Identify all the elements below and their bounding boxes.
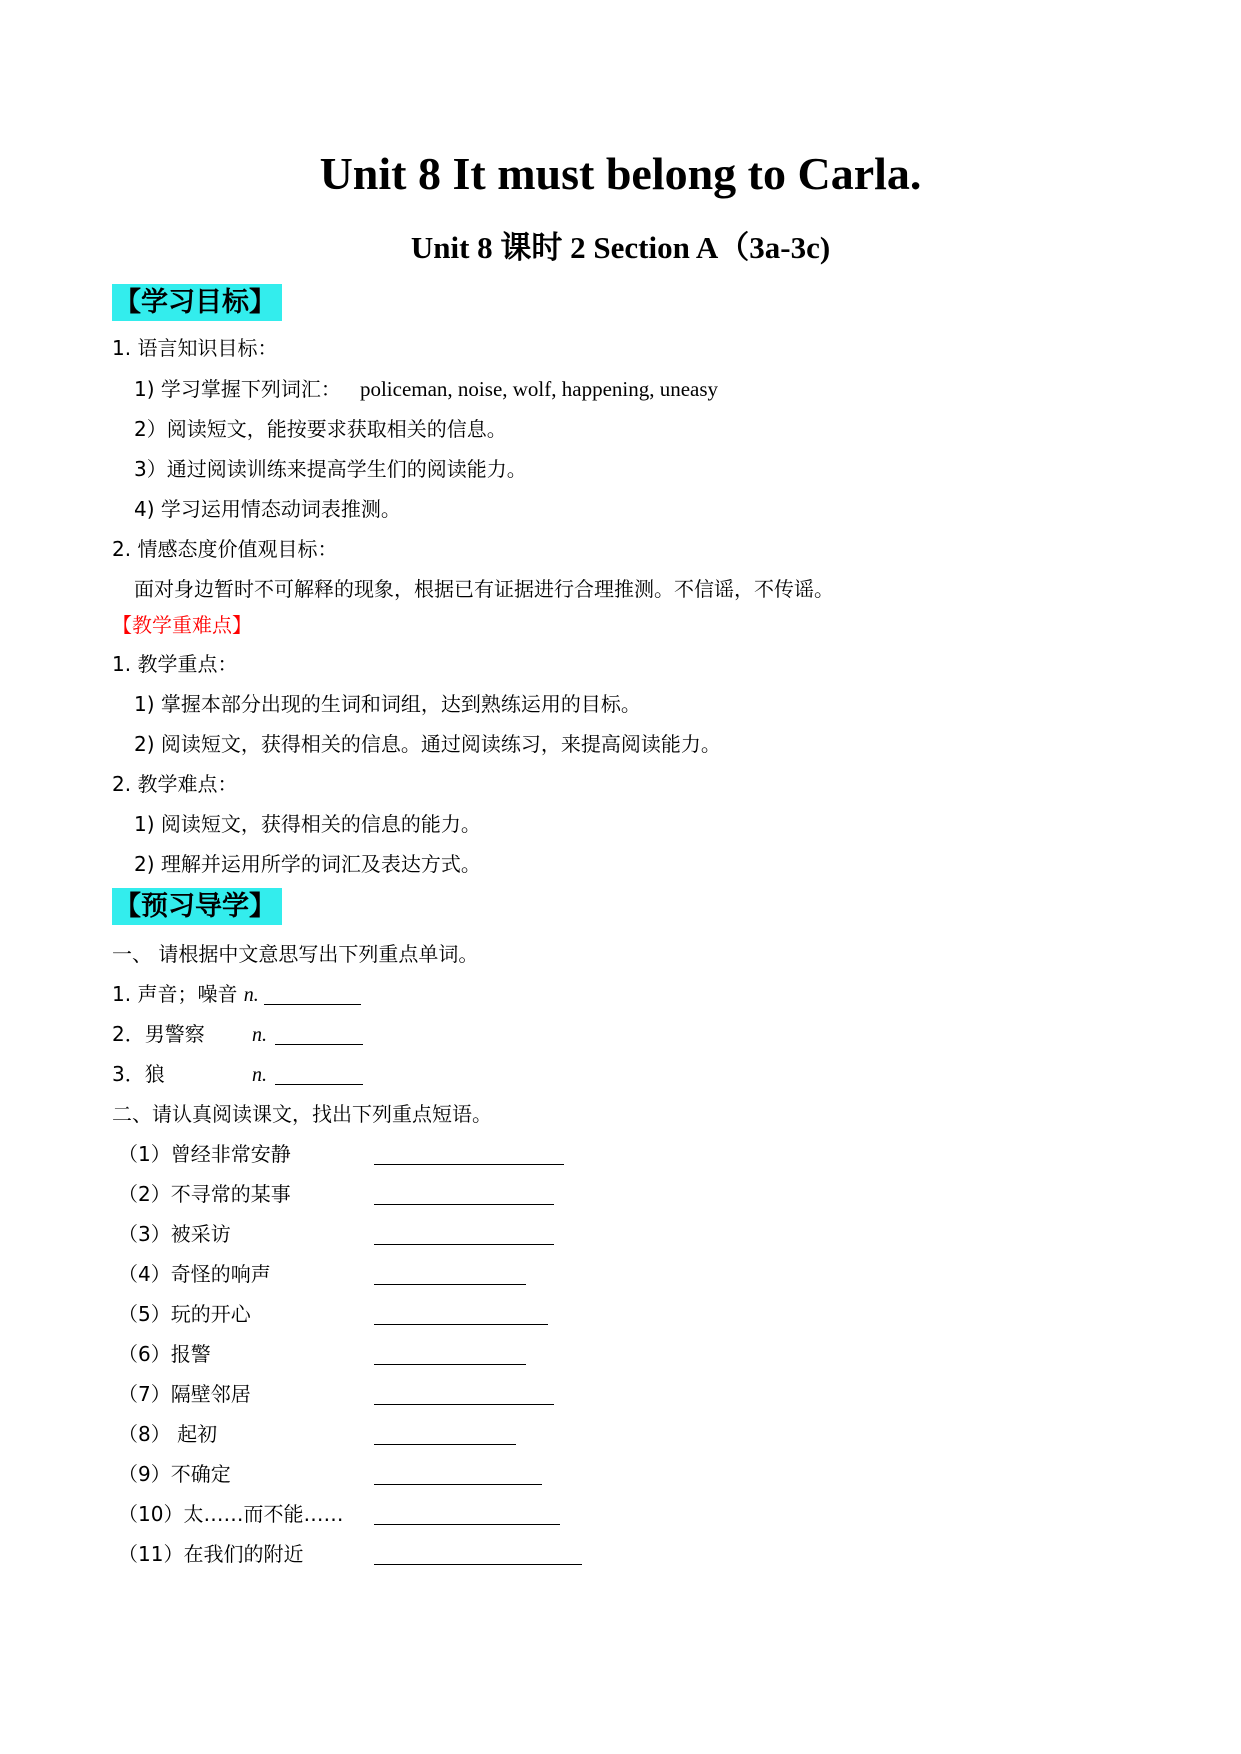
phrase-item: （7）隔壁邻居: [118, 1382, 251, 1406]
word-exercise-item: [112, 1020, 205, 1048]
phrase-item: （4）奇怪的响声: [118, 1262, 271, 1286]
phrase-item: （10）太……而不能……: [118, 1502, 344, 1526]
phrase-answer-blank[interactable]: [374, 1324, 548, 1325]
phrase-item: （5）玩的开心: [118, 1302, 251, 1326]
language-goal-item: 3）通过阅读训练来提高学生们的阅读能力。: [134, 457, 527, 481]
vocabulary-list: policeman, noise, wolf, happening, uneasy: [359, 377, 719, 401]
emotion-goals-title: 2. 情感态度价值观目标：: [112, 537, 338, 561]
word-meaning: 2．男警察: [112, 1022, 205, 1046]
page-title: Unit 8 It must belong to Carla.: [319, 148, 922, 199]
phrase-item: （11）在我们的附近: [118, 1542, 304, 1566]
language-goal-label: 1) 学习掌握下列词汇：: [134, 377, 341, 401]
word-answer-blank[interactable]: [264, 1004, 361, 1005]
phrase-answer-blank[interactable]: [374, 1564, 582, 1565]
word-exercise-item: [112, 980, 259, 1009]
key-difficult-points-heading: 【教学重难点】: [112, 613, 252, 637]
phrase-item: （6）报警: [118, 1342, 211, 1366]
teaching-difficulty-item: 1) 阅读短文，获得相关的信息的能力。: [134, 812, 481, 836]
emotion-goals-text: 面对身边暂时不可解释的现象，根据已有证据进行合理推测。不信谣，不传谣。: [134, 577, 834, 601]
word-exercise-instruction: 一、 请根据中文意思写出下列重点单词。: [112, 942, 479, 966]
language-goal-item: [134, 375, 718, 403]
phrase-item: （2）不寻常的某事: [118, 1182, 291, 1206]
language-goal-item: 2）阅读短文，能按要求获取相关的信息。: [134, 417, 507, 441]
word-exercise-item: [112, 1060, 165, 1088]
word-answer-blank[interactable]: [275, 1044, 363, 1045]
phrase-answer-blank[interactable]: [374, 1244, 554, 1245]
teaching-focus-item: 2) 阅读短文，获得相关的信息。通过阅读练习，来提高阅读能力。: [134, 732, 721, 756]
phrase-answer-blank[interactable]: [374, 1484, 542, 1485]
phrase-answer-blank[interactable]: [374, 1164, 564, 1165]
teaching-focus-title: 1. 教学重点：: [112, 652, 238, 676]
part-of-speech: n.: [252, 1064, 267, 1086]
phrase-item: （8） 起初: [118, 1422, 218, 1446]
phrase-item: （1）曾经非常安静: [118, 1142, 291, 1166]
preview-guide-heading: 【预习导学】: [112, 888, 282, 925]
phrase-exercise-instruction: 二、请认真阅读课文，找出下列重点短语。: [112, 1102, 492, 1126]
part-of-speech: n.: [252, 1024, 267, 1046]
word-meaning: 3．狼: [112, 1062, 165, 1086]
word-meaning: 1. 声音；噪音: [112, 982, 244, 1006]
language-goal-item: 4) 学习运用情态动词表推测。: [134, 497, 401, 521]
page-subtitle: Unit 8 课时 2 Section A（3a-3c): [410, 230, 831, 265]
phrase-answer-blank[interactable]: [374, 1364, 526, 1365]
phrase-answer-blank[interactable]: [374, 1204, 554, 1205]
language-goals-title: 1. 语言知识目标：: [112, 336, 278, 360]
teaching-focus-item: 1) 掌握本部分出现的生词和词组，达到熟练运用的目标。: [134, 692, 641, 716]
teaching-difficulty-item: 2) 理解并运用所学的词汇及表达方式。: [134, 852, 481, 876]
word-answer-blank[interactable]: [275, 1084, 363, 1085]
phrase-answer-blank[interactable]: [374, 1444, 516, 1445]
phrase-answer-blank[interactable]: [374, 1404, 554, 1405]
phrase-item: （9）不确定: [118, 1462, 231, 1486]
phrase-answer-blank[interactable]: [374, 1284, 526, 1285]
learning-goals-heading: 【学习目标】: [112, 284, 282, 321]
part-of-speech: n.: [243, 984, 259, 1006]
phrase-item: （3）被采访: [118, 1222, 231, 1246]
phrase-answer-blank[interactable]: [374, 1524, 560, 1525]
teaching-difficulty-title: 2. 教学难点：: [112, 772, 238, 796]
